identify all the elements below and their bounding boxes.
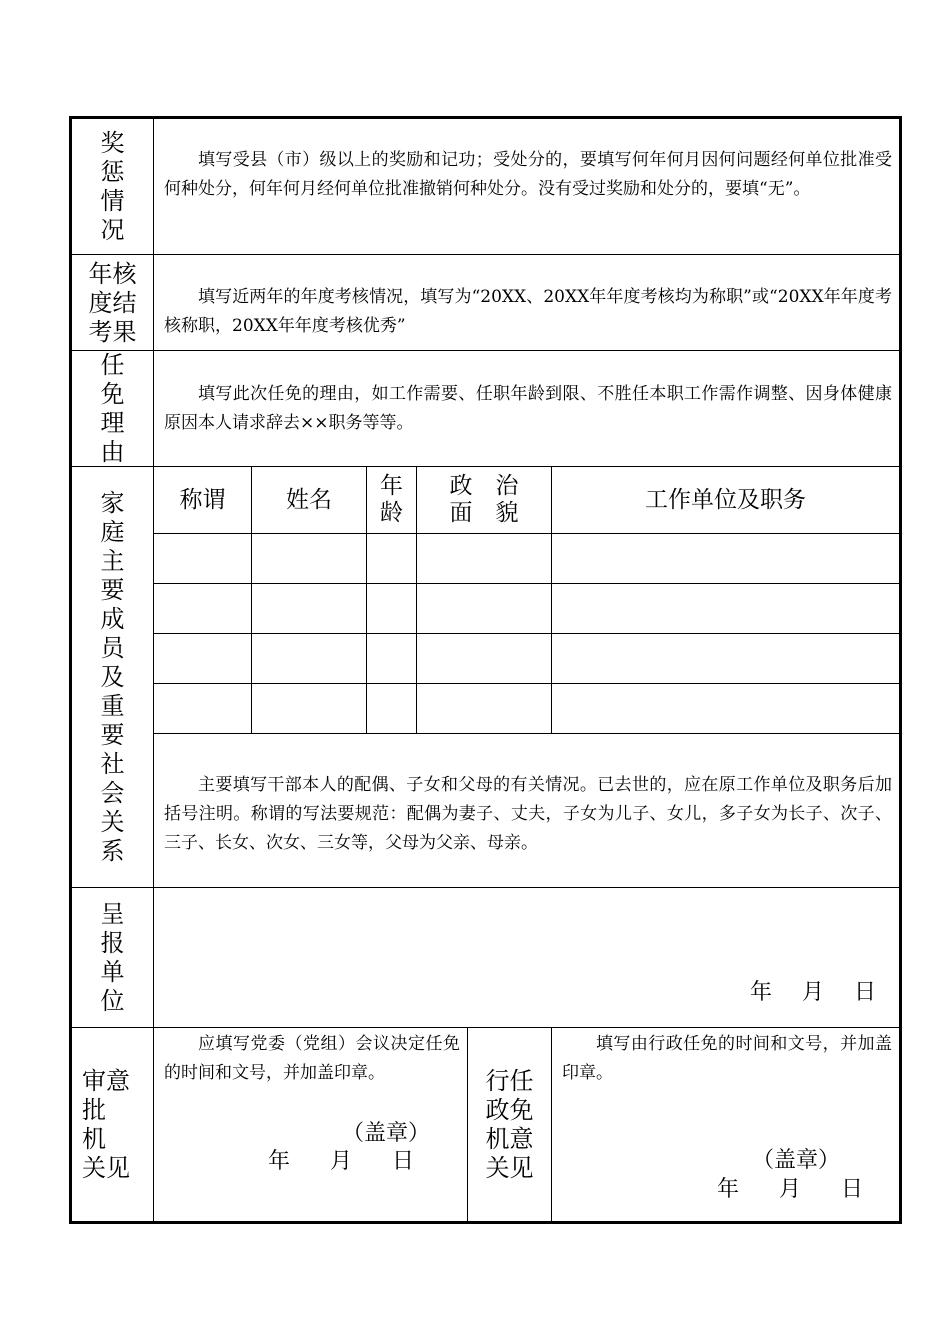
divider — [154, 633, 899, 634]
date-month: 月 — [779, 1177, 802, 1202]
family-label — [72, 467, 153, 887]
admin-text: 填写由行政任免的时间和文号，并加盖印章。 — [562, 1034, 892, 1083]
label-char: 关见 — [485, 1153, 534, 1182]
approval-seal: （盖章） — [342, 1121, 431, 1146]
label-char: 奖 — [100, 128, 125, 157]
label-char: 要 — [100, 720, 125, 749]
reporting-label — [72, 888, 153, 1027]
reason-text: 填写此次任免的理由，如工作需要、任职年龄到限、不胜任本职工作需作调整、因身体健康原因本人请求辞去××职务等等。 — [164, 384, 892, 433]
label-char: 惩 — [100, 157, 125, 186]
header-age-line: 年 — [380, 473, 403, 499]
label-char: 及 — [100, 662, 125, 691]
label-char: 年核 — [88, 259, 137, 288]
date-year: 年 — [717, 1177, 740, 1202]
appointment-form — [69, 116, 902, 1224]
date-year: 年 — [268, 1149, 291, 1174]
label-char: 机意 — [485, 1124, 534, 1153]
approval-divider — [551, 1027, 552, 1221]
family-note: 主要填写干部本人的配偶、子女和父母的有关情况。已去世的，应在原工作单位及职务后加括号注明。称谓的写法要规范：配偶为妻子、丈夫，子女为儿子、女儿，多子女为长子、次子、三子、长女、次女、三女等，父母为父亲、母亲。 — [164, 775, 892, 853]
label-char: 免 — [100, 379, 125, 408]
rewards-text: 填写受县（市）级以上的奖励和记功；受处分的，要填写何年何月因何问题经何单位批准受何种处分，何年何月经何单位批准撤销何种处分。没有受过奖励和处分的，要填“无”。 — [164, 150, 892, 199]
date-month: 月 — [330, 1149, 353, 1174]
header-age-line: 龄 — [380, 500, 403, 526]
label-char: 机 — [82, 1124, 106, 1153]
label-char: 报 — [100, 928, 125, 957]
label-char: 重 — [100, 691, 125, 720]
label-char: 批 — [82, 1095, 106, 1124]
approval-text: 应填写党委（党组）会议决定任免的时间和文号，并加盖印章。 — [164, 1034, 460, 1083]
label-char: 会 — [100, 778, 125, 807]
date-year: 年 — [750, 980, 773, 1005]
label-char: 单 — [100, 957, 125, 986]
label-char: 政免 — [485, 1095, 534, 1124]
admin-label — [468, 1028, 551, 1221]
label-char: 系 — [100, 836, 125, 865]
label-char: 成 — [100, 604, 125, 633]
label-char: 呈 — [100, 899, 125, 928]
reporting-date — [750, 975, 876, 1006]
label-char: 考果 — [88, 317, 137, 346]
admin-seal: （盖章） — [752, 1148, 841, 1173]
divider — [154, 583, 899, 584]
label-char: 要 — [100, 575, 125, 604]
divider — [72, 887, 899, 888]
rewards-label — [72, 119, 153, 254]
header-politics-line: 政 治 — [449, 473, 519, 499]
label-char: 度结 — [88, 288, 137, 317]
header-name: 姓名 — [286, 486, 332, 513]
approval-date — [268, 1144, 414, 1175]
label-char: 庭 — [100, 517, 125, 546]
date-day: 日 — [841, 1177, 864, 1202]
divider — [154, 733, 899, 734]
label-char: 情 — [100, 186, 125, 215]
reason-label — [72, 351, 153, 466]
label-char: 员 — [100, 633, 125, 662]
label-char: 理 — [100, 408, 125, 437]
approval-label — [72, 1028, 153, 1221]
date-month: 月 — [802, 980, 825, 1005]
divider — [72, 254, 899, 255]
header-politics-line: 面 貌 — [449, 500, 519, 526]
header-title: 称谓 — [179, 486, 226, 513]
label-char: 主 — [100, 546, 125, 575]
divider — [72, 350, 899, 351]
label-char: 审意 — [82, 1066, 130, 1095]
label-char: 家 — [100, 488, 125, 517]
header-work: 工作单位及职务 — [645, 486, 806, 513]
date-day: 日 — [392, 1149, 415, 1174]
label-char: 关见 — [82, 1153, 130, 1182]
assessment-text: 填写近两年的年度考核情况，填写为“20XX、20XX年年度考核均为称职”或“20XX年年度考核称职，20XX年年度考核优秀” — [164, 287, 892, 336]
label-char: 行任 — [485, 1066, 534, 1095]
label-char: 位 — [100, 986, 125, 1015]
assessment-label — [72, 256, 153, 350]
admin-date — [717, 1172, 863, 1203]
header-age — [367, 467, 416, 533]
date-day: 日 — [854, 980, 877, 1005]
header-politics — [417, 467, 551, 533]
label-char: 由 — [100, 437, 125, 466]
label-char: 关 — [100, 807, 125, 836]
label-char: 况 — [100, 215, 125, 244]
divider — [154, 533, 899, 534]
label-char: 任 — [100, 350, 125, 379]
label-char: 社 — [100, 749, 125, 778]
label-column-divider — [153, 119, 154, 1221]
divider — [154, 683, 899, 684]
